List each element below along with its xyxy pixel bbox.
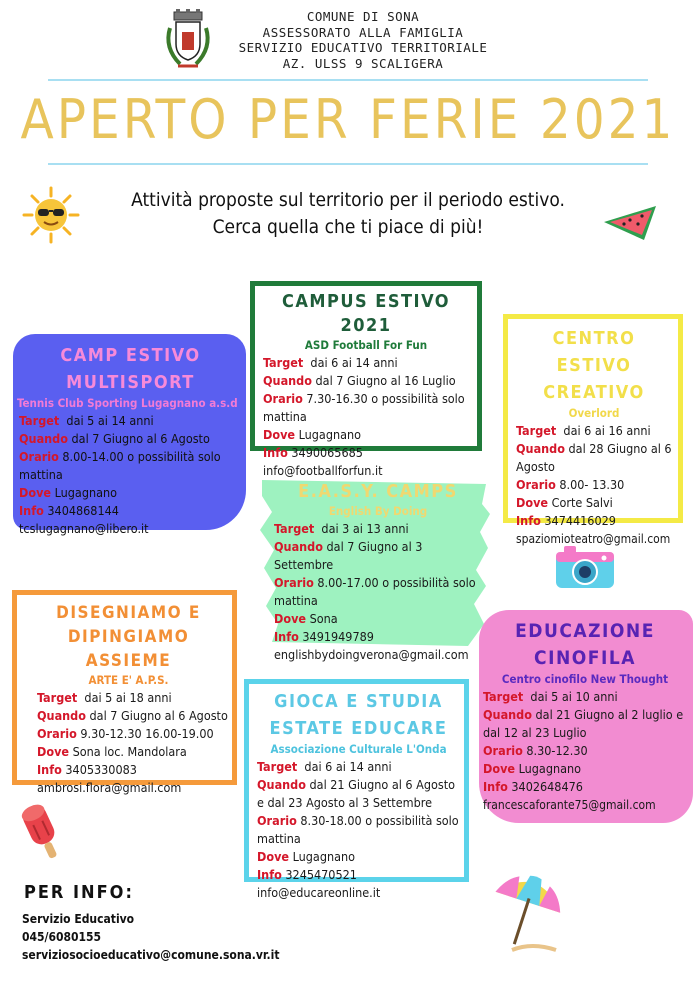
card-title: E.A.S.Y. CAMPS	[298, 481, 458, 502]
target-row: Target dai 5 ai 10 anni	[483, 689, 618, 704]
dove-row: Dove Lugagnano	[263, 427, 361, 442]
watermelon-icon	[600, 200, 660, 246]
orario-row: Orario 8.30-12.30	[483, 743, 588, 758]
target-row: Target dai 5 ai 14 anni	[19, 413, 154, 428]
target-row: Target dai 5 ai 18 anni	[37, 690, 172, 705]
info-row: Info 3405330083	[37, 762, 137, 777]
card-title-line: CINOFILA	[534, 647, 636, 669]
card-title-line: DISEGNIAMO E	[56, 603, 201, 623]
email-line: ambrosi.flora@gmail.com	[37, 780, 182, 795]
card-title-line: CAMP ESTIVO	[60, 345, 201, 366]
card-title-line: MULTISPORT	[66, 372, 195, 393]
info-row: Info 3491949789	[274, 629, 374, 644]
card-title-line: GIOCA E STUDIA	[274, 691, 443, 712]
email-line: englishbydoingverona@gmail.com	[274, 647, 469, 662]
card-campus-estivo	[250, 281, 482, 478]
dove-row: Dove Lugagnano	[257, 849, 355, 864]
card-org: ASD Football For Fun	[304, 338, 428, 352]
card-org: Associazione Culturale L'Onda	[270, 742, 447, 756]
orario-row: Orario 7.30-16.30 o possibilità solo mattina	[263, 391, 465, 424]
card-title-line: DIPINGIAMO ASSIEME	[67, 627, 190, 671]
email-line: spaziomioteatro@gmail.com	[516, 532, 671, 546]
per-info-block	[22, 910, 280, 964]
target-row: Target dai 6 ai 16 anni	[516, 423, 651, 438]
info-row: Info 3490065685 info@footballforfun.it	[263, 445, 383, 478]
quando-row: Quando dal 7 Giugno al 3 Settembre	[274, 539, 423, 572]
info-row: Info 3402648476	[483, 779, 583, 794]
card-title-line: EDUCAZIONE	[515, 620, 655, 642]
orario-row: Orario 8.00-17.00 o possibilità solo mattina	[274, 575, 476, 608]
card-org: Tennis Club Sporting Lugagnano a.s.d	[17, 396, 238, 410]
top-divider	[48, 79, 648, 81]
card-title-line: ESTATE EDUCARE	[269, 718, 448, 739]
card-body	[29, 689, 228, 797]
header-line: ASSESSORATO ALLA FAMIGLIA	[262, 24, 464, 40]
orario-row: Orario 8.30-18.00 o possibilità solo mattina	[257, 813, 459, 846]
header-line: AZ. ULSS 9 SCALIGERA	[282, 55, 444, 71]
card-camp-multisport	[13, 334, 246, 536]
quando-row: Quando dal 21 Giugno al 2 luglio e dal 12 al 23 Luglio	[483, 707, 684, 740]
card-educazione-cinofila	[479, 610, 693, 823]
subtitle-line: Cerca quella che ti piace di più!	[212, 216, 484, 238]
card-org: English By Doing	[328, 504, 428, 518]
subtitle	[100, 187, 596, 241]
header-block	[228, 9, 498, 71]
dove-row: Dove Lugagnano	[19, 485, 117, 500]
info-row: Info 3474416029	[516, 513, 616, 528]
card-org: Overlord	[568, 406, 620, 420]
info-row: Info 3245470521 info@educareonline.it	[257, 867, 381, 900]
card-org: ARTE E' A.P.S.	[88, 673, 169, 687]
quando-row: Quando dal 21 Giugno al 6 Agosto e dal 23 Agosto al 3 Settembre	[257, 777, 455, 810]
card-title-line: CREATIVO	[543, 382, 645, 403]
card-org: Centro cinofilo New Thought	[501, 672, 669, 686]
beach-umbrella-icon	[486, 868, 566, 954]
subtitle-line: Attività proposte sul territorio per il periodo estivo.	[131, 189, 565, 211]
dove-row: Dove Lugagnano	[483, 761, 581, 776]
orario-row: Orario 8.00- 13.30	[516, 477, 625, 492]
info-row: Info 3404868144 tcslugagnano@libero.it	[19, 503, 149, 536]
per-info-title: PER INFO:	[24, 882, 134, 903]
email-line: francescaforante75@gmail.com	[483, 798, 656, 812]
card-easy-camps	[258, 474, 490, 662]
per-info-line: 045/6080155	[22, 930, 102, 944]
dove-row: Dove Sona	[274, 611, 338, 626]
orario-row: Orario 9.30-12.30 16.00-19.00	[37, 726, 214, 741]
quando-row: Quando dal 7 Giugno al 6 Agosto	[19, 431, 210, 446]
card-centro-estivo-creativo	[503, 314, 683, 546]
card-title: CAMPUS ESTIVO 2021	[281, 291, 451, 336]
camera-icon	[554, 542, 616, 590]
quando-row: Quando dal 28 Giugno al 6 Agosto	[516, 441, 672, 474]
card-disegniamo-dipingiamo	[12, 590, 237, 795]
per-info-line: Servizio Educativo	[22, 912, 135, 926]
target-row: Target dai 6 ai 14 anni	[257, 759, 392, 774]
target-row: Target dai 3 ai 13 anni	[274, 521, 409, 536]
card-title-line: CENTRO ESTIVO	[552, 328, 636, 376]
per-info-line: serviziosocioeducativo@comune.sona.vr.it	[22, 948, 280, 962]
dove-row: Dove Corte Salvi	[516, 495, 613, 510]
card-gioca-e-studia	[244, 679, 469, 900]
bottom-divider	[48, 163, 648, 165]
quando-row: Quando dal 7 Giugno al 6 Agosto	[37, 708, 228, 723]
target-row: Target dai 6 ai 14 anni	[263, 355, 398, 370]
quando-row: Quando dal 7 Giugno al 16 Luglio	[263, 373, 456, 388]
header-line: SERVIZIO EDUCATIVO TERRITORIALE	[238, 40, 488, 55]
header-line: COMUNE DI SONA	[306, 9, 420, 24]
popsicle-icon	[20, 800, 64, 864]
crest-icon	[160, 8, 216, 74]
page-title: APERTO PER FERIE 2021	[20, 88, 676, 151]
dove-row: Dove Sona loc. Mandolara	[37, 744, 187, 759]
orario-row: Orario 8.00-14.00 o possibilità solo mattina	[19, 449, 221, 482]
sun-icon	[22, 186, 80, 244]
